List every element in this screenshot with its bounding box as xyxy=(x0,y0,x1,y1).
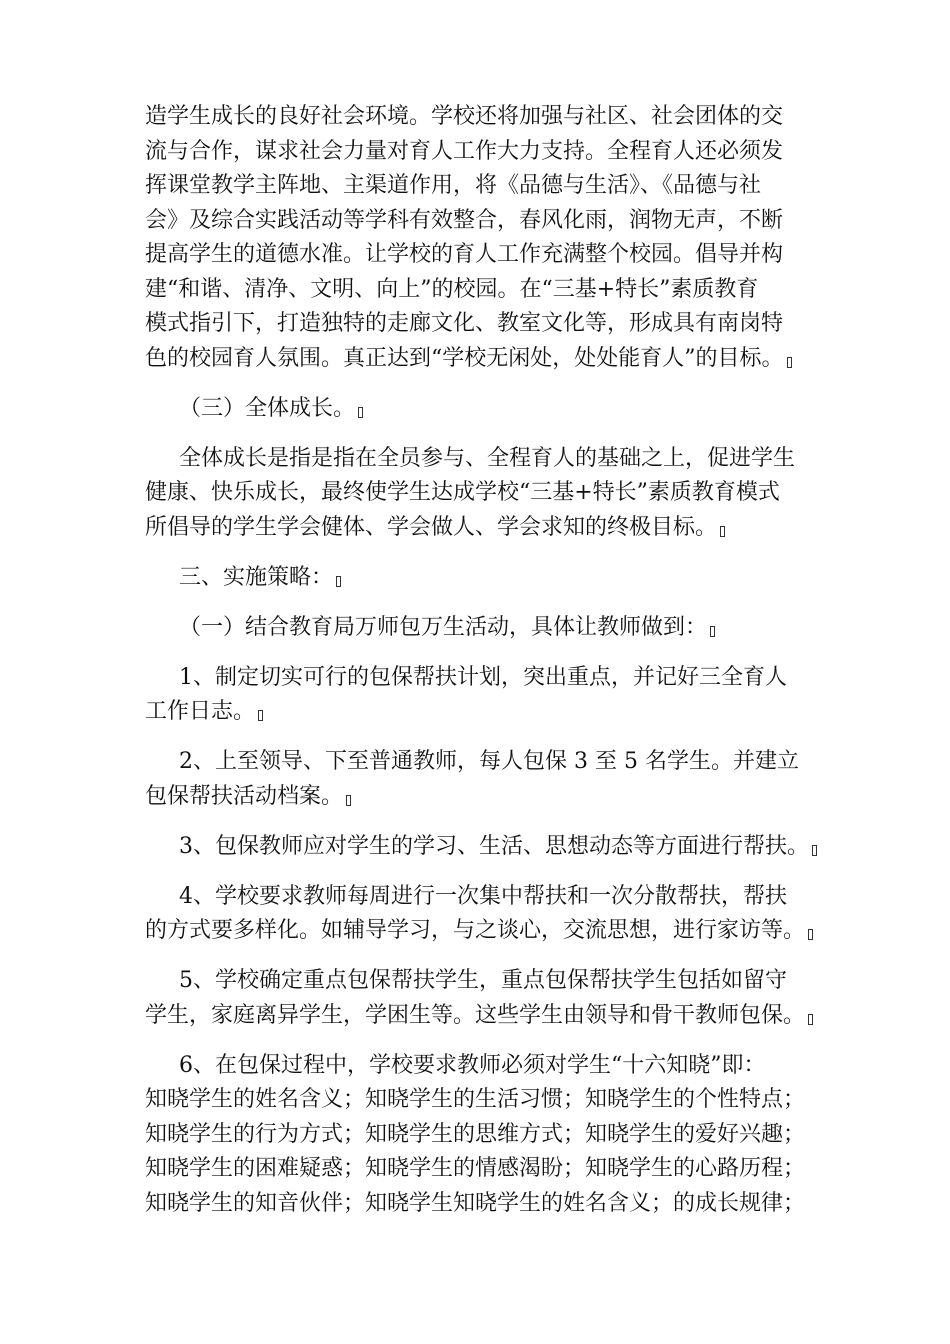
text-line: 学生，家庭离异学生，学困生等。这些学生由领导和骨干教师包保。 xyxy=(145,1002,806,1028)
paragraph-mark-icon xyxy=(258,710,263,721)
text-line: 知晓学生的知音伙伴；知晓学生知晓学生的姓名含义；的成长规律； xyxy=(145,1190,806,1216)
text-line: 的方式要多样化。如辅导学习，与之谈心，交流思想，进行家访等。 xyxy=(145,918,806,943)
text-line: 造学生成长的良好社会环境。学校还将加强与社区、社会团体的交 xyxy=(145,104,784,129)
paragraph-mark-icon xyxy=(720,526,725,537)
text-line: 全体成长是指是指在全员参与、全程育人的基础之上，促进学生 xyxy=(179,445,796,471)
text-line: 知晓学生的困难疑惑；知晓学生的情感渴盼；知晓学生的心路历程； xyxy=(145,1156,806,1181)
list-item-5 xyxy=(145,964,845,1033)
text-line: 3、包保教师应对学生的学习、生活、思想动态等方面进行帮扶。 xyxy=(179,833,809,859)
paragraph-mark-icon xyxy=(808,929,813,940)
text-line: 会》及综合实践活动等学科有效整合，春风化雨，润物无声，不断 xyxy=(145,207,784,233)
text-line: 2、上至领导、下至普通教师，每人包保 3 至 5 名学生。并建立 xyxy=(179,749,799,774)
list-item-4 xyxy=(145,880,845,949)
heading-text: （一）结合教育局万师包万生活动，具体让教师做到： xyxy=(179,614,708,640)
paragraph-mark-icon xyxy=(336,576,341,587)
paragraph-all-growth xyxy=(145,442,845,546)
paragraph-mark-icon xyxy=(812,845,817,856)
subsection-heading-activities xyxy=(145,611,845,646)
text-line: 5、学校确定重点包保帮扶学生，重点包保帮扶学生包括如留守 xyxy=(179,968,787,993)
list-item-1 xyxy=(145,661,845,730)
text-line: 包保帮扶活动档案。 xyxy=(145,783,344,809)
text-line: 所倡导的学生学会健体、学会做人、学会求知的终极目标。 xyxy=(145,514,718,540)
section-heading-all-growth xyxy=(145,392,845,427)
list-item-3 xyxy=(145,830,845,865)
text-line: 建“和谐、清净、文明、向上”的校园。在“三基+特长”素质教育 xyxy=(145,276,759,302)
document-body xyxy=(145,100,845,1237)
paragraph-whole-process-education xyxy=(145,100,845,376)
heading-text: （三）全体成长。 xyxy=(179,395,356,421)
text-line: 4、学校要求教师每周进行一次集中帮扶和一次分散帮扶，帮扶 xyxy=(179,883,787,909)
text-line: 模式指引下，打造独特的走廊文化、教室文化等，形成具有南岗特 xyxy=(145,311,784,336)
list-item-6 xyxy=(145,1049,845,1222)
text-line: 挥课堂教学主阵地、主渠道作用，将《品德与生活》、《品德与社 xyxy=(145,173,762,198)
text-line: 1、制定切实可行的包保帮扶计划，突出重点，并记好三全育人 xyxy=(179,664,787,690)
text-line: 色的校园育人氛围。真正达到“学校无闲处，处处能育人”的目标。 xyxy=(145,345,784,371)
paragraph-mark-icon xyxy=(808,1014,813,1025)
paragraph-mark-icon xyxy=(346,795,351,806)
text-line: 知晓学生的行为方式；知晓学生的思维方式；知晓学生的爱好兴趣； xyxy=(145,1121,806,1147)
paragraph-mark-icon xyxy=(710,626,715,637)
text-line: 工作日志。 xyxy=(145,699,256,724)
text-line: 提高学生的道德水准。让学校的育人工作充满整个校园。倡导并构 xyxy=(145,242,784,267)
heading-text: 三、实施策略： xyxy=(179,564,334,590)
list-item-2 xyxy=(145,745,845,814)
text-line: 健康、快乐成长，最终使学生达成学校“三基+特长”素质教育模式 xyxy=(145,480,780,505)
text-line: 知晓学生的姓名含义；知晓学生的生活习惯；知晓学生的个性特点； xyxy=(145,1087,806,1112)
text-line: 流与合作，谋求社会力量对育人工作大力支持。全程育人还必须发 xyxy=(145,138,784,164)
text-line: 6、在包保过程中，学校要求教师必须对学生“十六知晓”即： xyxy=(179,1052,766,1078)
paragraph-mark-icon xyxy=(787,357,792,368)
paragraph-mark-icon xyxy=(358,407,363,418)
section-heading-strategy xyxy=(145,561,845,596)
